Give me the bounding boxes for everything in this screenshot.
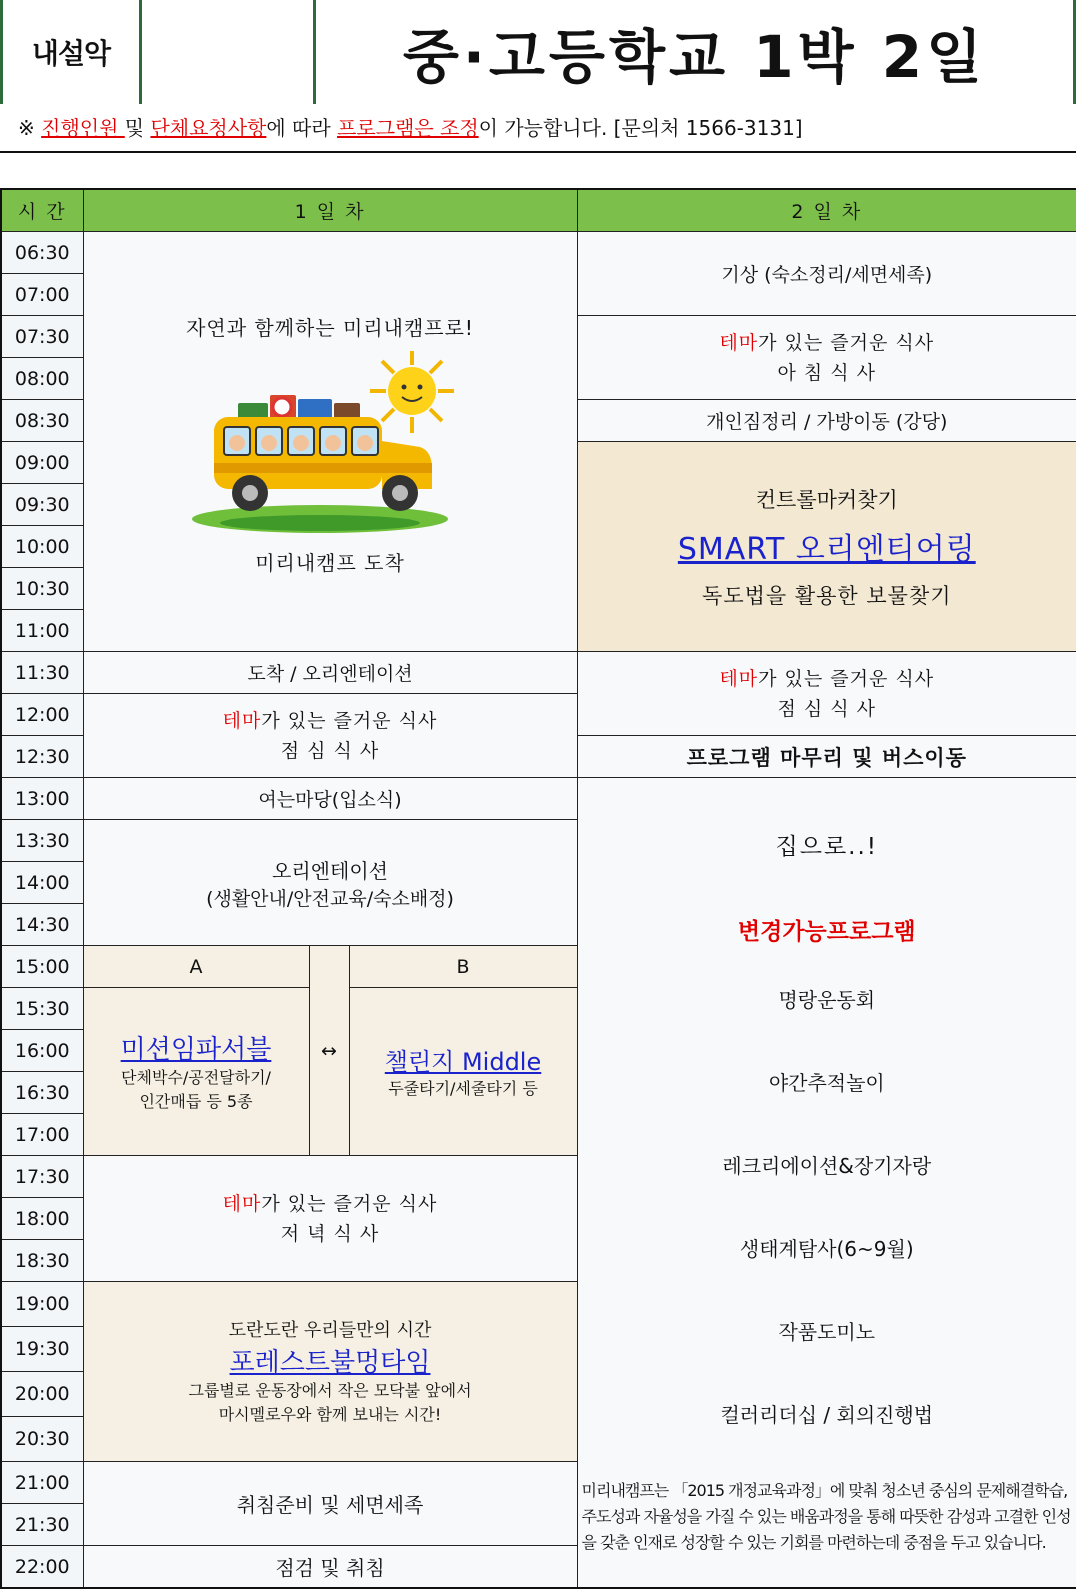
day1-fire-cell [83, 1282, 577, 1462]
day1-intro-title: 자연과 함께하는 미리내캠프로! [186, 315, 474, 340]
badge-label: 내설악 [0, 0, 142, 104]
notice-text-3: 이 가능합니다. [문의처 1566-3131] [478, 116, 803, 140]
day1-bedprep-cell: 취침준비 및 세면세족 [83, 1462, 577, 1546]
option-item: 야간추적놀이 [768, 1071, 885, 1095]
time-cell: 18:30 [1, 1240, 83, 1282]
time-cell: 11:00 [1, 610, 83, 652]
col-header-day2: 2 일 차 [577, 189, 1076, 232]
day1-orientation-cell [83, 820, 577, 946]
changeable-title: 변경가능프로그램 [737, 919, 916, 945]
sun-icon [370, 351, 454, 433]
time-cell: 16:30 [1, 1072, 83, 1114]
time-cell: 08:00 [1, 358, 83, 400]
day1-opening-cell: 여는마당(입소식) [83, 778, 577, 820]
home-label: 집으로..! [775, 834, 879, 860]
time-cell: 20:30 [1, 1417, 83, 1462]
theme-highlight: 테마 [222, 709, 262, 732]
day1-dinner-cell [83, 1156, 577, 1282]
time-cell: 13:00 [1, 778, 83, 820]
meal-theme-text: 가 있는 즐거운 식사 [261, 1192, 438, 1215]
notice-line [18, 112, 803, 141]
day2-pack-cell: 개인짐정리 / 가방이동 (강당) [577, 400, 1076, 442]
dinner-label: 저 녁 식 사 [280, 1222, 380, 1245]
time-cell: 21:30 [1, 1504, 83, 1546]
time-cell: 10:00 [1, 526, 83, 568]
camp-intro-text: 미리내캠프는 「2015 개정교육과정」에 맞춰 청소년 중심의 문제해결학습, 주도성과 자율성을 가질 수 있는 배움과정을 통해 따뜻한 감성과 고결한 인성을 갖춘 인재로 성장할 수 있는 기회를 마련하는데 중점을 두고 있습니다. [581, 1481, 1071, 1552]
theme-highlight: 테마 [719, 667, 759, 690]
time-cell: 14:00 [1, 862, 83, 904]
fire-sub-1: 그룹별로 운동장에서 작은 모닥불 앞에서 [188, 1381, 472, 1400]
day1-orientation-short: 도착 / 오리엔테이션 [83, 652, 577, 694]
time-cell: 19:30 [1, 1327, 83, 1372]
day1-lunch-cell [83, 694, 577, 778]
page-title: 중·고등학교 1박 2일 [313, 0, 1076, 104]
mission-sub-1: 단체박수/공전달하기/ [121, 1068, 271, 1087]
time-cell: 14:30 [1, 904, 83, 946]
time-cell: 18:00 [1, 1198, 83, 1240]
mission-cell [83, 988, 309, 1156]
day1-arrival-label: 미리내캠프 도착 [255, 550, 405, 575]
challenge-cell [349, 988, 577, 1156]
option-item: 컬러리더십 / 회의진행법 [720, 1403, 934, 1427]
option-item: 명랑운동회 [778, 988, 876, 1012]
time-cell: 09:00 [1, 442, 83, 484]
day2-breakfast-cell [577, 316, 1076, 400]
time-cell: 11:30 [1, 652, 83, 694]
lunch-label: 점 심 식 사 [777, 697, 877, 720]
orientation-sub: (생활안내/안전교육/숙소배정) [206, 887, 454, 910]
time-cell: 07:00 [1, 274, 83, 316]
challenge-title: 챌린지 Middle [384, 1048, 542, 1076]
time-cell: 20:00 [1, 1372, 83, 1417]
header-divider [0, 151, 1076, 153]
notice-highlight-3: 프로그램은 조정 [337, 116, 479, 140]
time-cell: 13:30 [1, 820, 83, 862]
fire-title: 포레스트불멍타임 [229, 1348, 431, 1378]
orienteering-sub: 독도법을 활용한 보물찾기 [702, 583, 952, 608]
day2-lunch-cell [577, 652, 1076, 736]
time-cell: 12:30 [1, 736, 83, 778]
time-cell: 12:00 [1, 694, 83, 736]
day2-wake-cell: 기상 (숙소정리/세면세족) [577, 232, 1076, 316]
orienteering-intro: 컨트롤마커찾기 [755, 487, 898, 512]
notice-highlight-1: 진행인원 [41, 116, 125, 140]
mission-sub-2: 인간매듭 등 5종 [139, 1092, 253, 1111]
group-a-label: A [83, 946, 309, 988]
swap-arrow: ↔ [309, 946, 349, 1156]
theme-highlight: 테마 [719, 331, 759, 354]
lunch-label: 점 심 식 사 [280, 739, 380, 762]
time-cell: 17:30 [1, 1156, 83, 1198]
notice-text-2: 에 따라 [266, 116, 338, 140]
col-header-day1: 1 일 차 [83, 189, 577, 232]
time-cell: 16:00 [1, 1030, 83, 1072]
schedule-table [0, 188, 1076, 1589]
day1-arrival-block [83, 232, 577, 652]
day2-wrapup-cell: 프로그램 마무리 및 버스이동 [577, 736, 1076, 778]
time-cell: 19:00 [1, 1282, 83, 1327]
option-item: 작품도미노 [778, 1320, 876, 1344]
col-header-time: 시 간 [1, 189, 83, 232]
time-cell: 22:00 [1, 1546, 83, 1589]
challenge-sub: 두줄타기/세줄타기 등 [388, 1079, 538, 1098]
day1-lightsout-cell: 점검 및 취침 [83, 1546, 577, 1589]
time-cell: 06:30 [1, 232, 83, 274]
time-cell: 07:30 [1, 316, 83, 358]
day2-orienteering-cell [577, 442, 1076, 652]
day2-home-block [577, 778, 1076, 1589]
meal-theme-text: 가 있는 즐거운 식사 [758, 667, 935, 690]
time-cell: 21:00 [1, 1462, 83, 1504]
orientation-title: 오리엔테이션 [272, 858, 388, 883]
meal-theme-text: 가 있는 즐거운 식사 [261, 709, 438, 732]
time-cell: 15:30 [1, 988, 83, 1030]
meal-theme-text: 가 있는 즐거운 식사 [758, 331, 935, 354]
table-header-row [1, 189, 1076, 232]
option-item: 레크리에이션&장기자랑 [722, 1154, 932, 1178]
fire-intro: 도란도란 우리들만의 시간 [228, 1320, 432, 1341]
orienteering-title: SMART 오리엔티어링 [677, 531, 976, 567]
group-b-label: B [349, 946, 577, 988]
notice-text-1: 및 [124, 116, 151, 140]
notice-prefix: ※ [18, 116, 42, 140]
time-cell: 15:00 [1, 946, 83, 988]
breakfast-label: 아 침 식 사 [777, 361, 877, 384]
time-cell: 17:00 [1, 1114, 83, 1156]
theme-highlight: 테마 [222, 1192, 262, 1215]
fire-sub-2: 마시멜로우와 함께 보내는 시간! [218, 1405, 442, 1424]
time-cell: 09:30 [1, 484, 83, 526]
option-item: 생태계탐사(6~9월) [739, 1237, 914, 1261]
time-cell: 10:30 [1, 568, 83, 610]
school-bus-illustration [190, 351, 470, 541]
mission-title: 미션임파서블 [120, 1035, 272, 1065]
notice-highlight-2: 단체요청사항 [150, 116, 267, 140]
time-cell: 08:30 [1, 400, 83, 442]
